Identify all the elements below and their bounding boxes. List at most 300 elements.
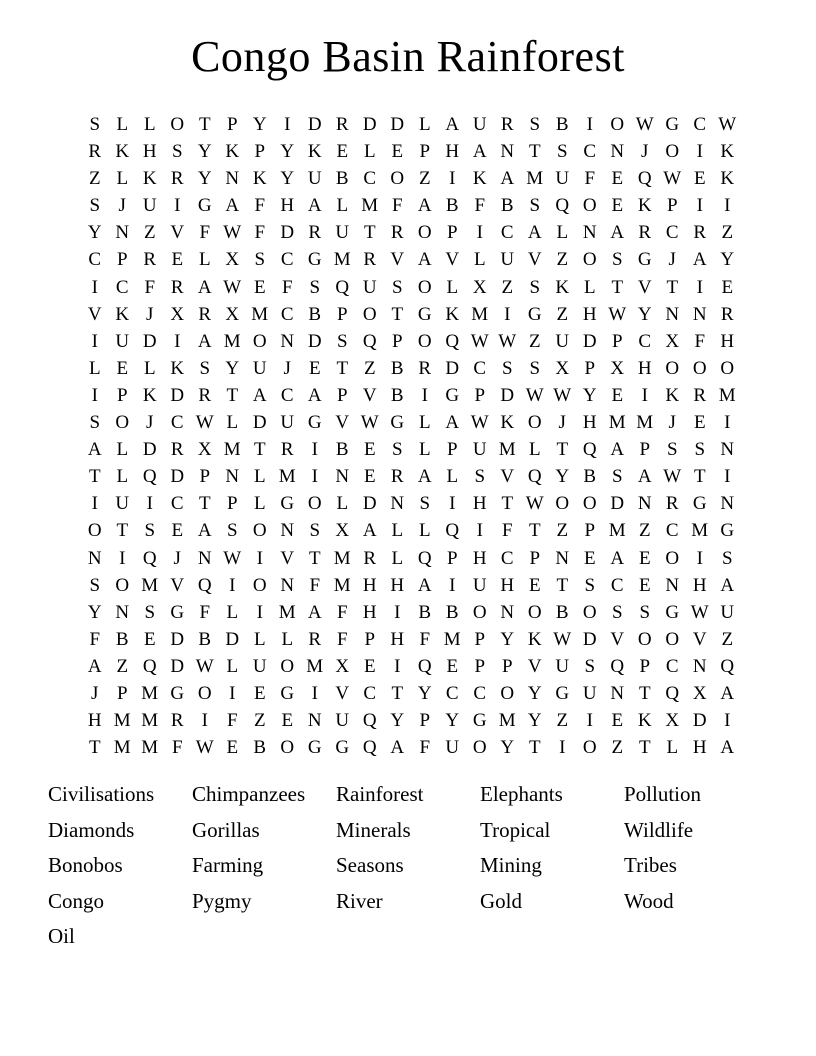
grid-cell: Y — [252, 114, 267, 135]
grid-cell: O — [582, 601, 597, 623]
word-list-item: Civilisations — [48, 782, 155, 806]
grid-cell: Y — [280, 141, 295, 163]
grid-cell: K — [445, 303, 460, 325]
grid-cell: R — [363, 547, 377, 569]
grid-cell: T — [666, 276, 679, 298]
grid-cell: S — [584, 574, 596, 596]
grid-cell: X — [335, 655, 350, 677]
grid-cell: B — [583, 466, 597, 488]
grid-cell: Q — [335, 276, 350, 298]
grid-cell: T — [501, 493, 514, 515]
grid-cell: H — [472, 493, 487, 515]
grid-cell: S — [309, 520, 321, 542]
grid-cell: C — [665, 655, 679, 677]
grid-cell: M — [141, 574, 159, 596]
grid-cell: A — [417, 249, 432, 271]
grid-cell: E — [116, 357, 129, 379]
grid-cell: E — [226, 737, 239, 759]
grid-cell: M — [718, 384, 736, 406]
word-list-item: Diamonds — [48, 817, 135, 842]
grid-cell: N — [390, 493, 405, 515]
grid-cell: I — [476, 520, 483, 542]
grid-cell: Q — [417, 547, 432, 569]
grid-cell: G — [390, 412, 405, 434]
grid-cell: H — [280, 195, 295, 217]
grid-cell: K — [720, 141, 735, 163]
grid-cell: O — [115, 574, 130, 596]
grid-row — [81, 192, 741, 219]
grid-cell: R — [170, 276, 184, 298]
grid-cell: E — [611, 384, 624, 406]
grid-cell: Z — [721, 222, 734, 244]
grid-cell: A — [87, 655, 102, 677]
grid-cell: C — [638, 330, 652, 352]
grid-cell: P — [364, 628, 376, 650]
grid-cell: P — [639, 655, 651, 677]
grid-cell: C — [115, 276, 129, 298]
grid-cell: N — [610, 141, 625, 163]
grid-row — [81, 734, 741, 761]
grid-cell: X — [197, 439, 212, 461]
grid-cell: P — [199, 466, 211, 488]
grid-cell: S — [556, 141, 568, 163]
grid-cell: I — [696, 276, 703, 298]
grid-cell: P — [116, 384, 128, 406]
grid-cell: A — [610, 439, 625, 461]
grid-cell: M — [141, 682, 159, 704]
grid-cell: O — [665, 357, 680, 379]
grid-cell: I — [394, 601, 401, 623]
grid-cell: E — [336, 141, 349, 163]
grid-cell: G — [527, 303, 542, 325]
grid-cell: G — [665, 601, 680, 623]
grid-cell: N — [280, 574, 295, 596]
grid-cell: E — [611, 195, 624, 217]
word-list-item: Farming — [192, 853, 264, 878]
grid-row — [81, 138, 741, 165]
grid-cell: I — [229, 574, 236, 596]
grid-cell: O — [417, 222, 432, 244]
grid-cell: U — [472, 114, 487, 135]
grid-cell: G — [170, 682, 185, 704]
grid-row — [81, 599, 741, 626]
grid-cell: I — [174, 330, 181, 352]
grid-cell: O — [637, 628, 652, 650]
grid-cell: D — [582, 628, 597, 650]
grid-cell: C — [610, 574, 624, 596]
grid-cell: Q — [142, 547, 157, 569]
grid-cell: K — [170, 357, 185, 379]
grid-cell: P — [336, 303, 348, 325]
grid-cell: H — [582, 412, 597, 434]
grid-cell: H — [390, 574, 405, 596]
grid-cell: L — [116, 466, 129, 488]
grid-cell: A — [307, 384, 322, 406]
grid-cell: Z — [721, 628, 734, 650]
grid-cell: E — [693, 412, 706, 434]
grid-cell: O — [582, 249, 597, 271]
grid-cell: G — [307, 249, 322, 271]
grid-cell: J — [668, 412, 676, 434]
word-list-item: Pygmy — [192, 888, 252, 913]
grid-cell: W — [195, 737, 214, 759]
grid-cell: N — [115, 601, 130, 623]
grid-cell: I — [449, 493, 456, 515]
grid-cell: X — [335, 520, 350, 542]
grid-cell: E — [583, 547, 596, 569]
grid-cell: V — [527, 249, 542, 271]
grid-cell: C — [280, 303, 294, 325]
grid-cell: T — [556, 574, 569, 596]
grid-cell: R — [665, 493, 679, 515]
grid-cell: N — [582, 222, 597, 244]
grid-cell: A — [417, 195, 432, 217]
grid-cell: W — [525, 493, 544, 515]
word-list — [48, 777, 768, 955]
grid-cell: W — [498, 330, 517, 352]
grid-cell: I — [559, 737, 566, 759]
grid-row — [81, 246, 741, 273]
grid-cell: Y — [225, 357, 240, 379]
grid-cell: U — [445, 737, 460, 759]
grid-cell: P — [226, 493, 238, 515]
grid-cell: Z — [556, 303, 569, 325]
grid-cell: U — [555, 168, 570, 190]
word-list-item: Seasons — [336, 853, 404, 878]
grid-cell: V — [280, 547, 295, 569]
grid-cell: F — [309, 574, 321, 596]
grid-cell: S — [199, 357, 211, 379]
grid-cell: U — [500, 249, 515, 271]
grid-cell: B — [308, 303, 322, 325]
grid-cell: P — [639, 439, 651, 461]
grid-cell: R — [170, 439, 184, 461]
grid-cell: L — [116, 114, 129, 135]
grid-cell: L — [281, 628, 294, 650]
grid-cell: F — [336, 601, 348, 623]
grid-cell: S — [501, 357, 513, 379]
grid-cell: L — [253, 628, 266, 650]
grid-cell: S — [474, 466, 486, 488]
grid-cell: O — [252, 574, 267, 596]
word-list-item: Rainforest — [336, 782, 424, 806]
grid-cell: G — [280, 493, 295, 515]
grid-cell: N — [115, 222, 130, 244]
grid-cell: U — [335, 222, 350, 244]
grid-cell: B — [253, 737, 267, 759]
grid-cell: L — [583, 276, 596, 298]
grid-cell: O — [610, 114, 625, 135]
grid-cell: S — [639, 601, 651, 623]
grid-cell: N — [500, 141, 515, 163]
grid-cell: E — [721, 276, 734, 298]
grid-cell: I — [696, 141, 703, 163]
grid-cell: C — [473, 357, 487, 379]
grid-cell: H — [362, 574, 377, 596]
grid-cell: Z — [253, 710, 266, 732]
grid-cell: C — [363, 682, 377, 704]
grid-cell: R — [170, 168, 184, 190]
grid-cell: P — [501, 655, 513, 677]
grid-cell: T — [198, 493, 211, 515]
grid-cell: G — [280, 682, 295, 704]
grid-cell: M — [333, 249, 351, 271]
grid-cell: R — [720, 303, 734, 325]
grid-cell: V — [445, 249, 460, 271]
grid-cell: T — [391, 303, 404, 325]
grid-cell: B — [335, 168, 349, 190]
grid-cell: Q — [665, 682, 680, 704]
grid-cell: U — [720, 601, 735, 623]
grid-cell: Y — [527, 710, 542, 732]
grid-cell: U — [142, 195, 157, 217]
grid-cell: P — [116, 249, 128, 271]
grid-cell: O — [170, 114, 185, 135]
grid-cell: E — [611, 168, 624, 190]
grid-cell: K — [637, 195, 652, 217]
grid-cell: M — [471, 303, 489, 325]
grid-cell: W — [718, 114, 737, 135]
grid-cell: H — [500, 574, 515, 596]
grid-cell: I — [724, 195, 731, 217]
grid-cell: L — [198, 249, 211, 271]
grid-cell: O — [665, 628, 680, 650]
grid-cell: I — [696, 547, 703, 569]
grid-cell: V — [87, 303, 102, 325]
grid-cell: G — [307, 412, 322, 434]
grid-cell: Y — [197, 168, 212, 190]
grid-cell: H — [720, 330, 735, 352]
grid-cell: N — [307, 710, 322, 732]
grid-cell: A — [252, 384, 267, 406]
grid-cell: E — [638, 547, 651, 569]
grid-cell: A — [225, 195, 240, 217]
grid-cell: E — [171, 520, 184, 542]
grid-cell: P — [474, 655, 486, 677]
grid-cell: O — [280, 737, 295, 759]
grid-cell: I — [311, 466, 318, 488]
grid-cell: S — [391, 439, 403, 461]
grid-cell: P — [611, 330, 623, 352]
grid-cell: P — [584, 357, 596, 379]
grid-cell: B — [390, 384, 404, 406]
grid-cell: P — [419, 141, 431, 163]
grid-cell: D — [610, 493, 625, 515]
grid-cell: Z — [556, 249, 569, 271]
grid-cell: Q — [142, 655, 157, 677]
grid-cell: C — [170, 412, 184, 434]
grid-cell: Y — [280, 168, 295, 190]
grid-cell: L — [226, 655, 239, 677]
grid-cell: O — [555, 493, 570, 515]
grid-cell: O — [527, 412, 542, 434]
grid-cell: A — [197, 276, 212, 298]
grid-cell: K — [307, 141, 322, 163]
grid-cell: X — [665, 710, 680, 732]
grid-cell: M — [141, 710, 159, 732]
grid-cell: C — [583, 141, 597, 163]
grid-cell: H — [692, 574, 707, 596]
grid-cell: W — [663, 466, 682, 488]
grid-cell: Z — [528, 330, 541, 352]
grid-cell: O — [307, 493, 322, 515]
grid-cell: Z — [611, 737, 624, 759]
grid-cell: Y — [500, 737, 515, 759]
grid-cell: L — [418, 439, 431, 461]
grid-cell: D — [225, 628, 240, 650]
grid-cell: L — [336, 493, 349, 515]
word-list-item: Mining — [480, 853, 542, 878]
grid-cell: V — [170, 574, 185, 596]
grid-cell: D — [362, 114, 377, 135]
grid-cell: L — [143, 114, 156, 135]
grid-cell: E — [171, 249, 184, 271]
word-list-empty-cell — [480, 919, 624, 955]
grid-cell: O — [390, 168, 405, 190]
grid-cell: R — [198, 384, 212, 406]
grid-cell: T — [693, 466, 706, 488]
grid-cell: C — [500, 222, 514, 244]
grid-cell: J — [91, 682, 99, 704]
grid-cell: Y — [445, 710, 460, 732]
grid-cell: T — [363, 222, 376, 244]
grid-cell: P — [446, 439, 458, 461]
grid-cell: O — [417, 276, 432, 298]
grid-cell: N — [280, 330, 295, 352]
grid-row — [81, 517, 741, 544]
grid-cell: N — [692, 655, 707, 677]
grid-cell: X — [472, 276, 487, 298]
grid-cell: N — [225, 168, 240, 190]
grid-cell: D — [307, 330, 322, 352]
grid-cell: B — [335, 439, 349, 461]
grid-cell: H — [362, 601, 377, 623]
word-list-empty-cell — [624, 919, 768, 955]
grid-cell: S — [611, 466, 623, 488]
grid-row — [81, 572, 741, 599]
grid-cell: E — [363, 439, 376, 461]
grid-cell: F — [199, 601, 211, 623]
grid-cell: S — [144, 520, 156, 542]
grid-cell: S — [529, 114, 541, 135]
word-list-item: Gorillas — [192, 817, 260, 842]
grid-cell: P — [474, 384, 486, 406]
grid-cell: S — [584, 655, 596, 677]
grid-cell: I — [311, 682, 318, 704]
grid-cell: I — [724, 710, 731, 732]
grid-cell: I — [586, 710, 593, 732]
grid-cell: B — [500, 195, 514, 217]
grid-cell: R — [638, 222, 652, 244]
grid-cell: Z — [556, 710, 569, 732]
grid-cell: X — [665, 330, 680, 352]
grid-cell: A — [307, 195, 322, 217]
grid-row — [81, 328, 741, 355]
grid-cell: R — [198, 303, 212, 325]
grid-row — [81, 463, 741, 490]
grid-cell: X — [225, 249, 240, 271]
grid-cell: S — [666, 439, 678, 461]
grid-cell: O — [665, 141, 680, 163]
grid-cell: R — [335, 114, 349, 135]
grid-cell: O — [527, 601, 542, 623]
grid-cell: U — [472, 439, 487, 461]
grid-cell: X — [610, 357, 625, 379]
grid-cell: T — [88, 737, 101, 759]
grid-cell: W — [223, 547, 242, 569]
grid-cell: R — [88, 141, 102, 163]
grid-cell: C — [170, 493, 184, 515]
grid-cell: Q — [417, 655, 432, 677]
grid-cell: P — [226, 114, 238, 135]
grid-cell: J — [146, 303, 154, 325]
grid-cell: Z — [418, 168, 431, 190]
grid-cell: T — [198, 114, 211, 135]
grid-cell: W — [635, 114, 654, 135]
grid-cell: K — [720, 168, 735, 190]
grid-cell: I — [449, 574, 456, 596]
grid-cell: U — [252, 357, 267, 379]
grid-cell: G — [445, 384, 460, 406]
word-list-empty-cell — [336, 919, 480, 955]
grid-cell: S — [144, 601, 156, 623]
grid-cell: R — [308, 628, 322, 650]
grid-cell: W — [195, 412, 214, 434]
grid-cell: F — [336, 628, 348, 650]
grid-cell: B — [390, 357, 404, 379]
grid-cell: V — [362, 384, 377, 406]
word-list-item: Wildlife — [624, 817, 694, 842]
grid-cell: I — [91, 384, 98, 406]
grid-cell: W — [223, 222, 242, 244]
grid-cell: O — [417, 330, 432, 352]
grid-cell: Y — [500, 628, 515, 650]
grid-cell: K — [555, 276, 570, 298]
grid-row — [81, 653, 741, 680]
grid-cell: J — [641, 141, 649, 163]
word-list-item: River — [336, 888, 383, 913]
grid-cell: H — [637, 357, 652, 379]
grid-cell: O — [362, 303, 377, 325]
grid-cell: Z — [116, 655, 129, 677]
grid-cell: L — [226, 601, 239, 623]
grid-cell: S — [89, 412, 101, 434]
grid-cell: Q — [362, 737, 377, 759]
grid-cell: Y — [637, 303, 652, 325]
grid-cell: S — [419, 493, 431, 515]
grid-row — [81, 301, 741, 328]
grid-cell: L — [226, 412, 239, 434]
grid-cell: G — [665, 114, 680, 135]
grid-cell: W — [525, 384, 544, 406]
grid-row — [81, 274, 741, 301]
grid-cell: S — [309, 276, 321, 298]
grid-cell: M — [113, 737, 131, 759]
grid-cell: O — [87, 520, 102, 542]
grid-cell: M — [278, 601, 296, 623]
grid-cell: M — [251, 303, 269, 325]
grid-cell: T — [336, 357, 349, 379]
grid-cell: J — [668, 249, 676, 271]
grid-cell: O — [115, 412, 130, 434]
grid-cell: P — [116, 682, 128, 704]
grid-cell: D — [692, 710, 707, 732]
grid-cell: H — [692, 737, 707, 759]
grid-cell: R — [363, 249, 377, 271]
grid-cell: L — [556, 222, 569, 244]
grid-cell: E — [281, 710, 294, 732]
grid-cell: A — [197, 520, 212, 542]
